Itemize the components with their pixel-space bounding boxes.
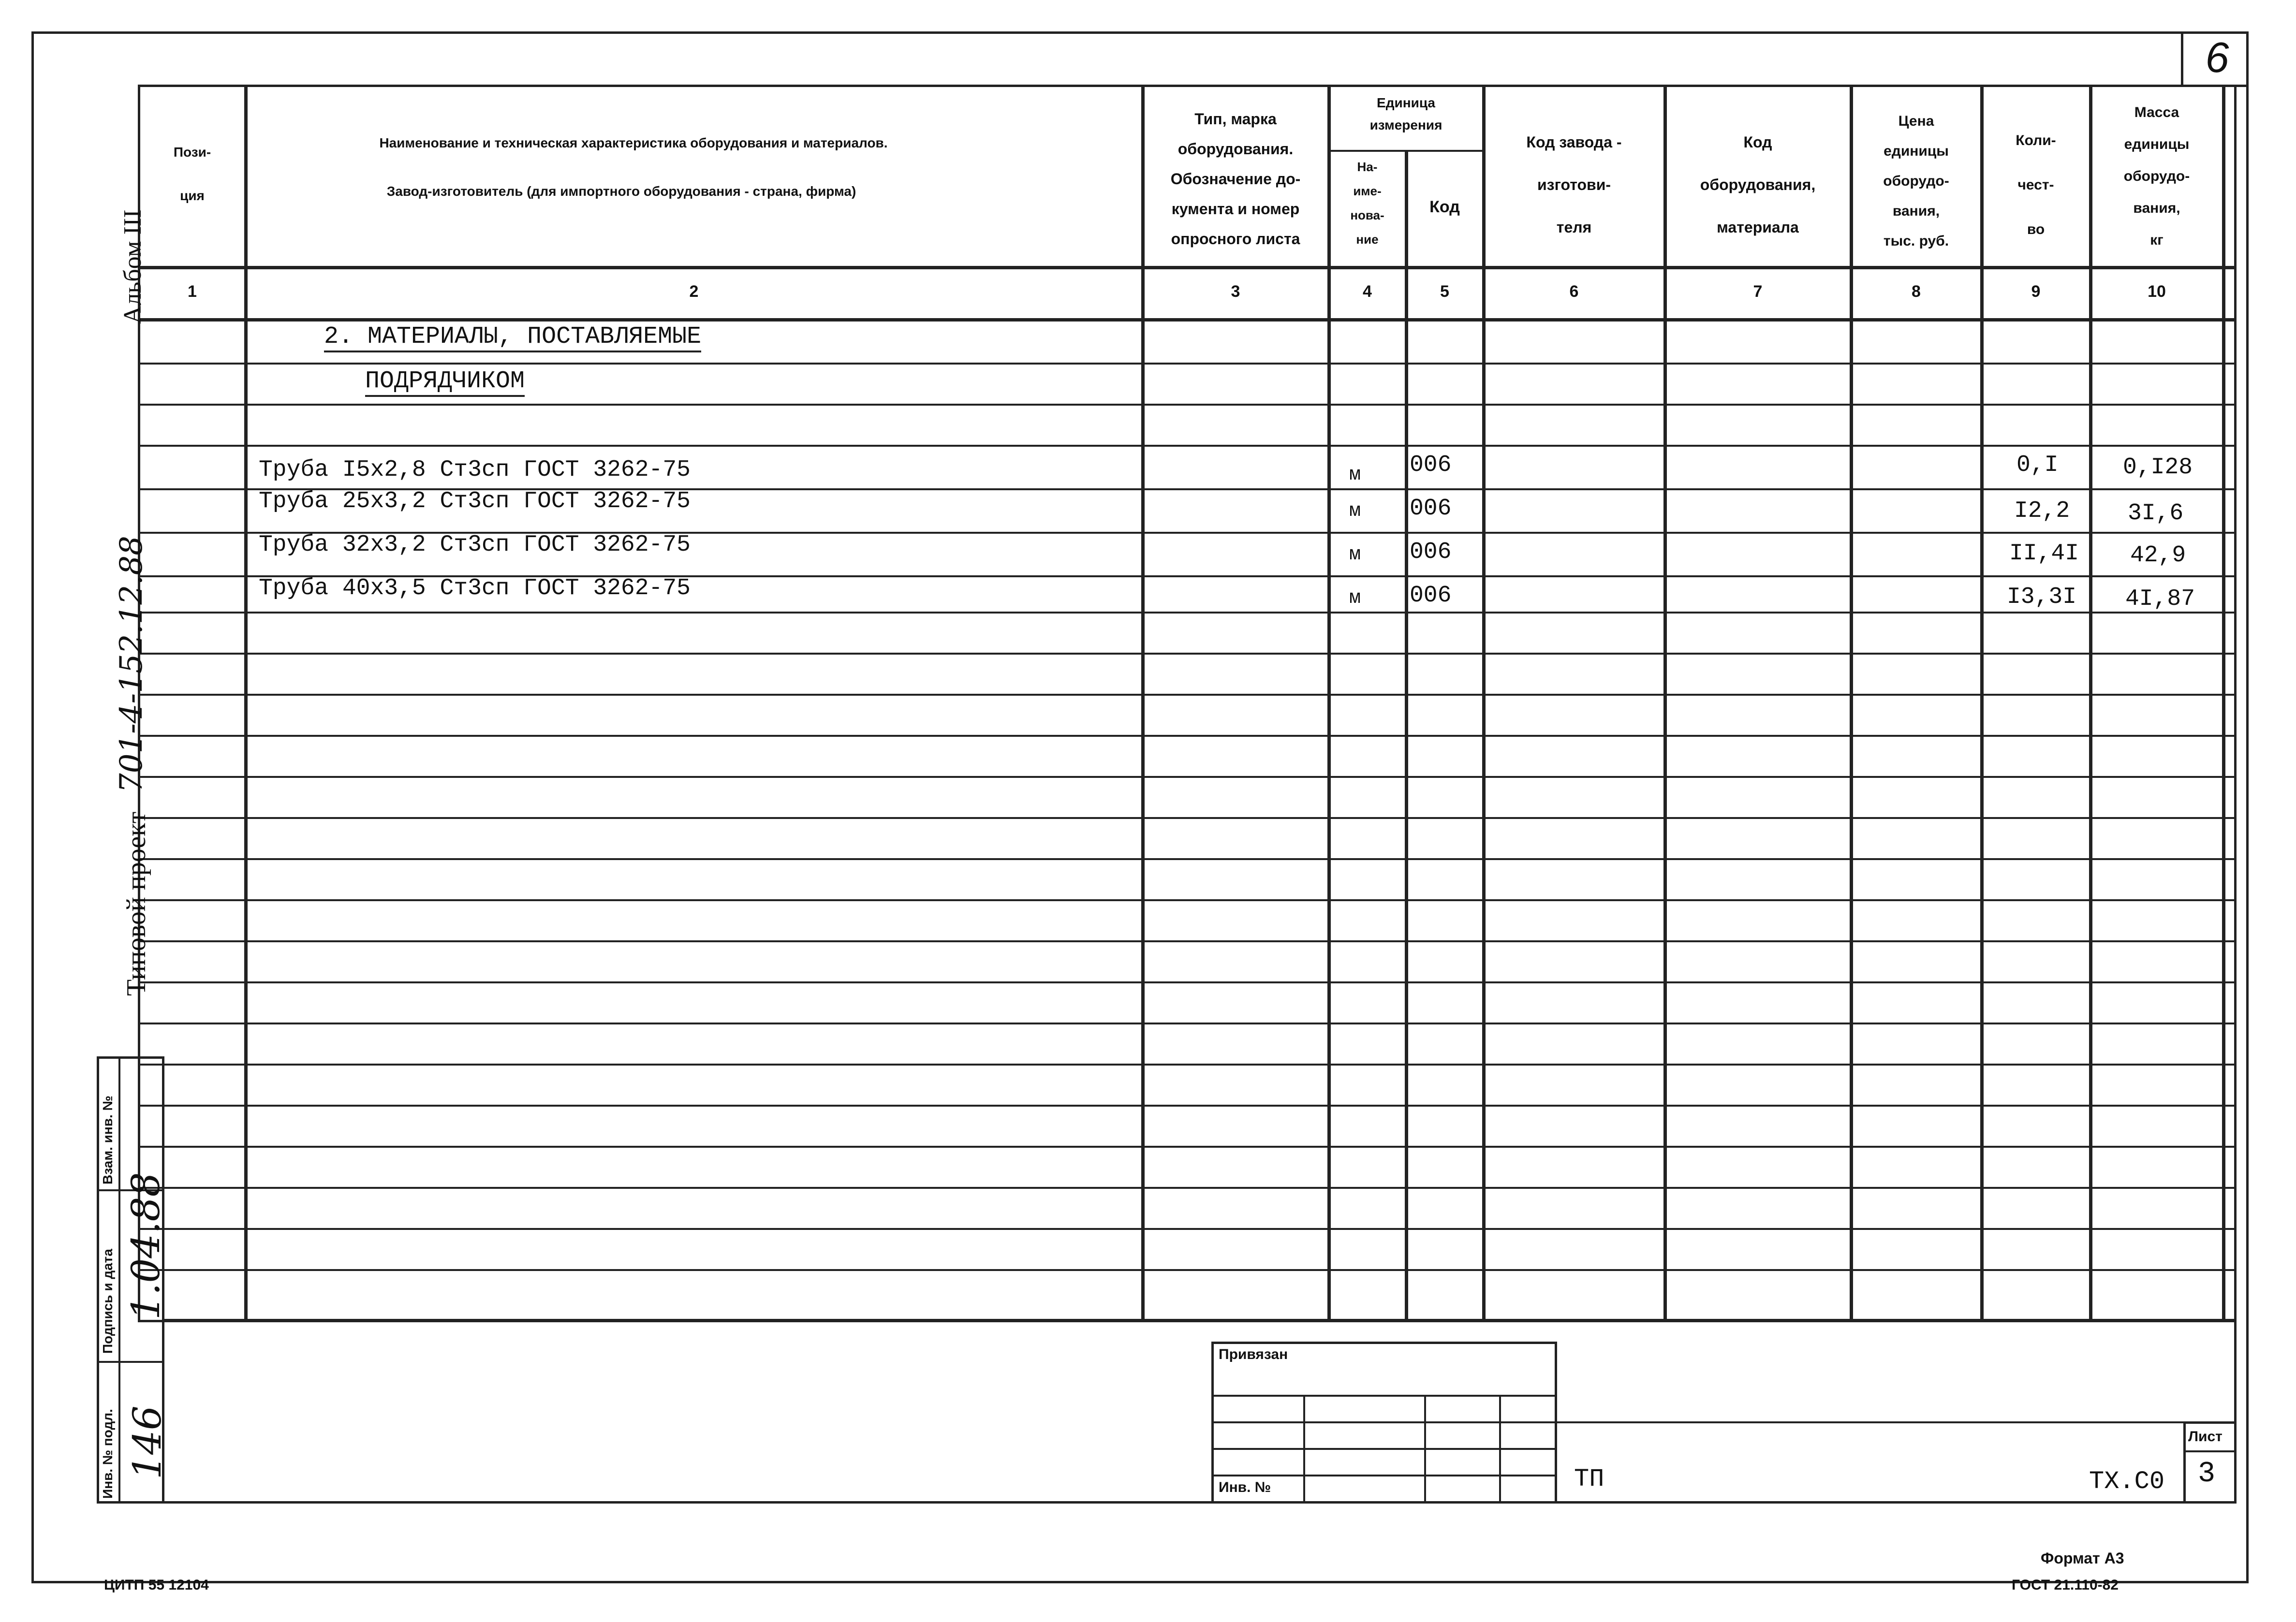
table-row-line xyxy=(140,612,2234,614)
row-1-name: Труба I5х2,8 Ст3сп ГОСТ 3262-75 xyxy=(259,457,691,483)
col-num-4: 4 xyxy=(1363,282,1372,301)
header-equipment-code: Код оборудования, материала xyxy=(1700,133,1816,236)
title-block-frame xyxy=(162,1319,2237,1504)
col-line xyxy=(2089,85,2092,1322)
attached-line xyxy=(1211,1448,1557,1450)
col-num-1: 1 xyxy=(188,282,197,301)
inv-orig-value: 146 xyxy=(125,1405,170,1479)
table-row-line xyxy=(140,1146,2234,1148)
project-code: 701-4-152.12.88 xyxy=(114,536,149,793)
row-2-unit: м xyxy=(1349,500,1361,522)
col-num-3: 3 xyxy=(1231,282,1240,301)
header-price: Цена единицы оборудо- вания, тыс. руб. xyxy=(1883,113,1949,249)
stamp-line xyxy=(1557,1421,2237,1423)
attached-line xyxy=(1211,1395,1557,1397)
table-row-line xyxy=(140,1064,2234,1066)
table-row-line xyxy=(140,735,2234,737)
row-2-name: Труба 25х3,2 Ст3сп ГОСТ 3262-75 xyxy=(259,488,691,514)
row-4-name: Труба 40х3,5 Ст3сп ГОСТ 3262-75 xyxy=(259,575,691,601)
sign-date-label: Подпись и дата xyxy=(100,1249,115,1354)
col-line xyxy=(1482,85,1486,1322)
row-1-qty: 0,I xyxy=(2016,452,2059,478)
sign-date-value: 1.04.88 xyxy=(123,1172,168,1320)
row-3-mass: 42,9 xyxy=(2130,542,2186,569)
col-line xyxy=(1663,85,1667,1322)
col-num-9: 9 xyxy=(2031,282,2041,301)
col-line xyxy=(1141,85,1145,1322)
table-row-line xyxy=(140,1023,2234,1024)
main-table-frame xyxy=(138,85,2237,1322)
attached-line xyxy=(1211,1421,1557,1423)
inv-no-label: Инв. № xyxy=(1219,1479,1271,1495)
table-row-line xyxy=(140,1187,2234,1189)
unit-group-divider xyxy=(1327,150,1482,152)
table-row-line xyxy=(140,1228,2234,1230)
table-row-line xyxy=(140,445,2234,447)
row-3-qty: II,4I xyxy=(2009,541,2079,567)
header-quantity: Коли- чест- во xyxy=(2016,132,2056,237)
table-row-line xyxy=(140,817,2234,819)
stamp-divider xyxy=(118,1056,120,1504)
table-row-line xyxy=(140,1269,2234,1271)
table-row-line xyxy=(140,981,2234,983)
attached-vline xyxy=(1499,1395,1501,1504)
row-1-code: 006 xyxy=(1410,452,1452,478)
tp-label: ТП xyxy=(1574,1465,1604,1493)
sheet-number-top: 6 xyxy=(2205,33,2229,81)
table-row-line xyxy=(140,899,2234,901)
table-row-line xyxy=(140,858,2234,860)
header-name-line2: Завод-изготовитель (для импортного оборудования - страна, фирма) xyxy=(386,184,856,199)
table-row-line xyxy=(140,404,2234,406)
header-unit-group: Единица измерения xyxy=(1369,95,1442,132)
table-row-line xyxy=(140,1105,2234,1107)
number-row-divider xyxy=(138,318,2237,321)
row-4-unit: м xyxy=(1349,587,1361,609)
footer-left: ЦИТП 55 12104 xyxy=(104,1577,209,1593)
album-label: Альбом III xyxy=(119,209,147,324)
table-row-line xyxy=(140,653,2234,655)
row-4-code: 006 xyxy=(1410,583,1452,609)
row-1-mass: 0,I28 xyxy=(2123,454,2193,481)
col-line xyxy=(244,85,248,1322)
replace-inv-label: Взам. инв. № xyxy=(100,1096,115,1184)
row-1-unit: м xyxy=(1349,464,1361,486)
table-row-line xyxy=(140,363,2234,365)
col-num-2: 2 xyxy=(689,282,699,301)
section-title-line1: 2. МАТЕРИАЛЫ, ПОСТАВЛЯЕМЫЕ xyxy=(324,323,701,352)
row-2-code: 006 xyxy=(1410,496,1452,522)
table-row-line xyxy=(140,776,2234,778)
header-mass: Масса единицы оборудо- вания, кг xyxy=(2123,104,2190,248)
header-unit-code: Код xyxy=(1429,198,1460,216)
row-3-unit: м xyxy=(1349,544,1361,566)
row-3-code: 006 xyxy=(1410,539,1452,565)
row-4-mass: 4I,87 xyxy=(2125,586,2195,612)
header-divider xyxy=(138,266,2237,269)
col-line xyxy=(1327,85,1331,1322)
row-4-qty: I3,3I xyxy=(2007,584,2077,610)
table-row-line xyxy=(140,940,2234,942)
row-3-name: Труба 32х3,2 Ст3сп ГОСТ 3262-75 xyxy=(259,532,691,558)
col-num-7: 7 xyxy=(1753,282,1763,301)
header-factory-code: Код завода - изготови- теля xyxy=(1526,133,1622,236)
col-line xyxy=(2222,85,2225,1322)
footer-right: ГОСТ 21.110-82 xyxy=(2012,1577,2119,1593)
attached-vline xyxy=(1303,1395,1305,1504)
col-num-8: 8 xyxy=(1912,282,1921,301)
sheet-label: Лист xyxy=(2188,1429,2222,1445)
header-position: Пози- ция xyxy=(173,145,211,203)
col-num-6: 6 xyxy=(1569,282,1579,301)
doc-code: ТХ.С0 xyxy=(2089,1467,2165,1496)
table-row-line xyxy=(140,694,2234,696)
attached-label: Привязан xyxy=(1219,1346,1288,1362)
attached-vline xyxy=(1424,1395,1426,1504)
section-title-line2: ПОДРЯДЧИКОМ xyxy=(365,367,525,397)
header-type: Тип, марка оборудования. Обозначение до- кумента и номер опросного листа xyxy=(1170,110,1301,248)
col-num-10: 10 xyxy=(2148,282,2166,301)
format-label: Формат А3 xyxy=(2041,1549,2124,1567)
attached-line xyxy=(1211,1475,1557,1476)
inv-orig-label: Инв. № подл. xyxy=(100,1409,115,1499)
sheet-value: 3 xyxy=(2198,1458,2216,1490)
col-line xyxy=(1850,85,1853,1322)
row-2-qty: I2,2 xyxy=(2014,498,2070,524)
col-line xyxy=(1980,85,1984,1322)
stamp-divider xyxy=(97,1361,164,1363)
col-num-5: 5 xyxy=(1440,282,1449,301)
row-2-mass: 3I,6 xyxy=(2128,500,2184,526)
header-unit-name: На- име- нова- ние xyxy=(1350,160,1384,247)
sheet-box-divider xyxy=(2183,1450,2237,1452)
header-name-line1: Наименование и техническая характеристика оборудования и материалов. xyxy=(379,135,888,150)
project-label: Типовой проект xyxy=(121,811,151,996)
